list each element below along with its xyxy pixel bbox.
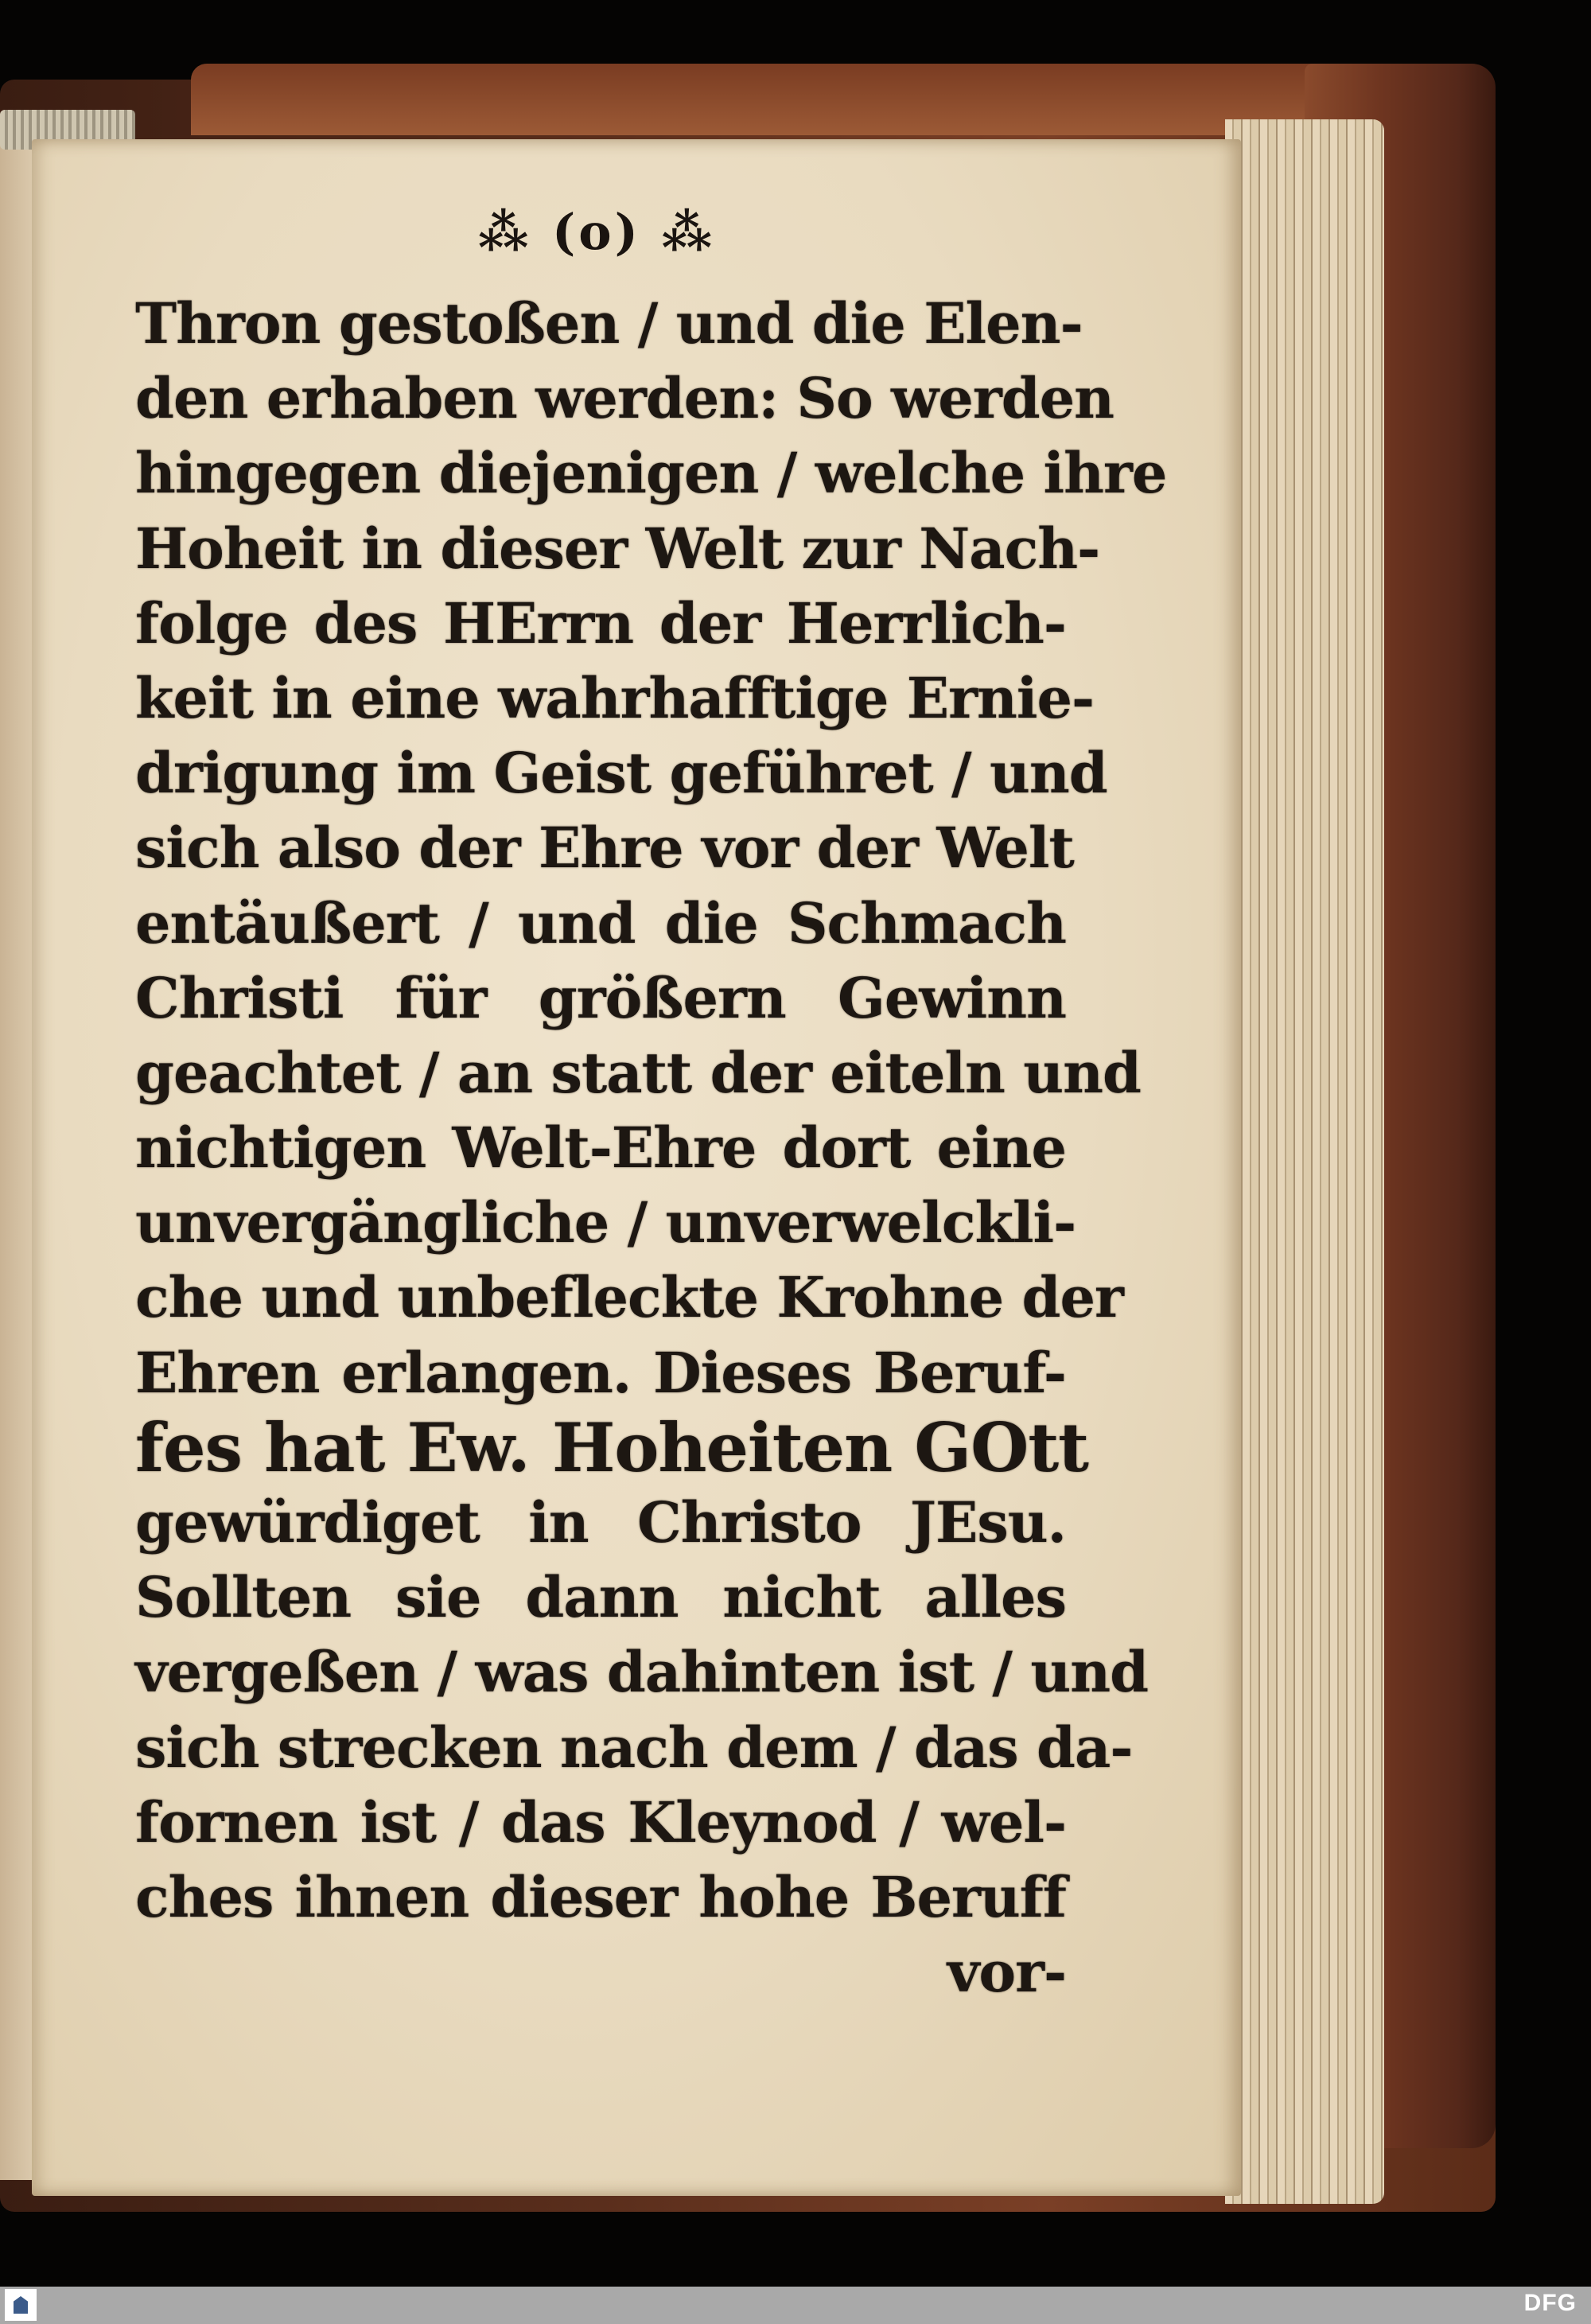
page-text xyxy=(135,286,1167,2010)
text-line: ches ihnen dieser hohe Beruff xyxy=(135,1863,1066,1930)
text-line: che und unbefleckte Krohne der xyxy=(135,1264,1123,1331)
text-line: entäußert / und die Schmach xyxy=(135,890,1066,956)
text-line: hingegen diejenigen / welche ihre xyxy=(135,440,1167,507)
text-line: Christi für größern Gewinn xyxy=(135,964,1066,1031)
library-logo-mark xyxy=(14,2296,28,2314)
text-line: fornen ist / das Kleynod / wel- xyxy=(135,1789,1066,1855)
page-edges xyxy=(1225,119,1384,2204)
text-line: unvergängliche / unverwelckli- xyxy=(135,1189,1076,1256)
viewer-footer-bar xyxy=(0,2287,1591,2324)
text-line: geachtet / an statt der eiteln und xyxy=(135,1039,1141,1106)
text-line: vergeßen / was dahinten ist / und xyxy=(135,1639,1149,1706)
dfg-credit[interactable]: DFG xyxy=(1523,2290,1577,2316)
text-line: drigung im Geist geführet / und xyxy=(135,740,1107,807)
text-line: gewürdiget in Christo JEsu. xyxy=(135,1489,1066,1555)
page-header-ornament: ⁂ (o) ⁂ xyxy=(477,203,716,261)
text-line: Sollten sie dann nicht alles xyxy=(135,1564,1066,1631)
text-line: Ehren erlangen. Dieses Beruf- xyxy=(135,1339,1066,1406)
library-logo-icon[interactable] xyxy=(5,2289,37,2321)
text-line: sich also der Ehre vor der Welt xyxy=(135,815,1074,882)
text-line: Thron gestoßen / und die Elen- xyxy=(135,290,1083,356)
text-line: nichtigen Welt-Ehre dort eine xyxy=(135,1115,1066,1181)
catchword: vor- xyxy=(947,1939,1066,2006)
text-line: sich strecken nach dem / das da- xyxy=(135,1714,1133,1781)
text-line: Hoheit in dieser Welt zur Nach- xyxy=(135,515,1100,582)
text-line: keit in eine wahrhafftige Ernie- xyxy=(135,664,1095,731)
text-line: folge des HErrn der Herrlich- xyxy=(135,590,1066,656)
text-line: den erhaben werden: So werden xyxy=(135,365,1114,432)
text-line: fes hat Ew. Hoheiten GOtt xyxy=(135,1407,1088,1487)
